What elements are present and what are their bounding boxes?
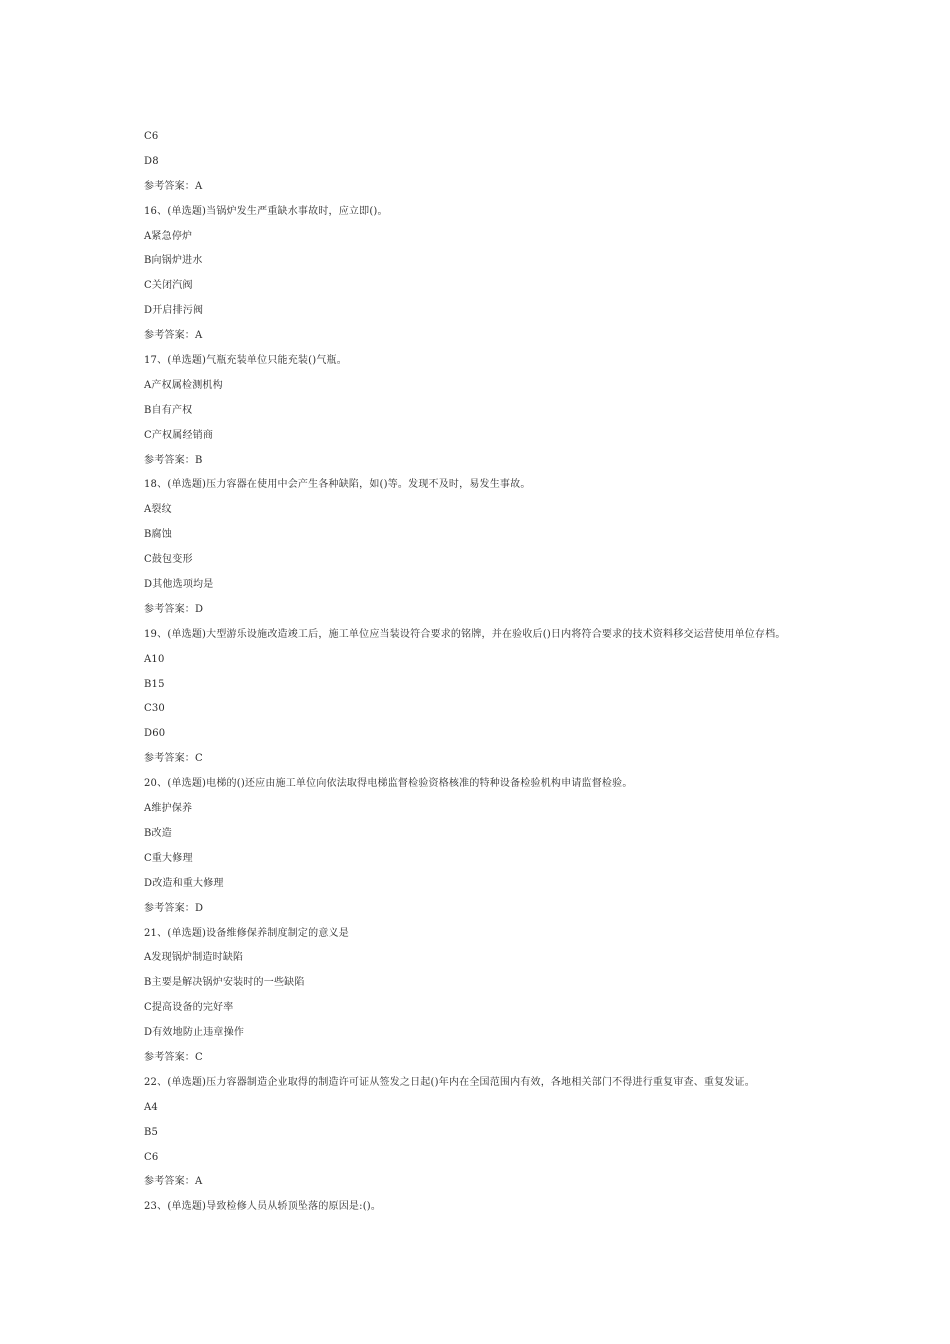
answer-line: 参考答案：B — [144, 454, 203, 466]
option-line: C6 — [144, 131, 159, 142]
option-line: B腐蚀 — [144, 529, 172, 541]
option-line: D开启排污阀 — [144, 305, 204, 317]
option-line: A紧急停炉 — [144, 230, 193, 242]
question-line: 18、(单选题)压力容器在使用中会产生各种缺陷，如()等。发现不及时，易发生事故。 — [144, 479, 531, 491]
answer-line: 参考答案：A — [144, 1176, 203, 1188]
option-line: C重大修理 — [144, 852, 193, 864]
option-line: B向锅炉进水 — [144, 255, 203, 267]
option-line: A裂纹 — [144, 504, 172, 516]
option-line: B15 — [144, 678, 165, 690]
option-line: D有效地防止违章操作 — [144, 1027, 245, 1039]
option-line: C鼓包变形 — [144, 554, 193, 566]
answer-line: 参考答案：A — [144, 180, 203, 192]
option-line: D改造和重大修理 — [144, 877, 224, 889]
option-line: D8 — [144, 155, 159, 167]
option-line: A4 — [144, 1101, 158, 1113]
option-line: A10 — [144, 653, 165, 665]
question-line: 22、(单选题)压力容器制造企业取得的制造许可证从签发之日起()年内在全国范围内有效，各地相关部门不得进行重复审查、重复发证。 — [144, 1076, 755, 1088]
answer-line: 参考答案：D — [144, 902, 204, 914]
option-line: B自有产权 — [144, 404, 193, 416]
question-line: 19、(单选题)大型游乐设施改造竣工后，施工单位应当装设符合要求的铭牌，并在验收后()日内将符合要求的技术资料移交运营使用单位存档。 — [144, 628, 786, 640]
answer-line: 参考答案：C — [144, 1051, 203, 1063]
option-line: D其他选项均是 — [144, 579, 214, 591]
option-line: C6 — [144, 1151, 159, 1163]
option-line: C产权属经销商 — [144, 429, 214, 441]
option-line: A维护保养 — [144, 803, 193, 815]
question-line: 16、(单选题)当锅炉发生严重缺水事故时，应立即()。 — [144, 205, 388, 217]
answer-line: 参考答案：C — [144, 753, 203, 765]
option-line: A发现锅炉制造时缺陷 — [144, 952, 244, 964]
option-line: B主要是解决锅炉安装时的一些缺陷 — [144, 977, 305, 989]
question-list — [144, 127, 844, 1222]
option-line: D60 — [144, 728, 166, 740]
option-line: B改造 — [144, 827, 172, 839]
question-line: 17、(单选题)气瓶充装单位只能充装()气瓶。 — [144, 355, 347, 367]
option-line: C30 — [144, 703, 165, 715]
question-line: 21、(单选题)设备维修保养制度制定的意义是 — [144, 927, 349, 939]
answer-line: 参考答案：D — [144, 603, 204, 615]
question-line: 23、(单选题)导致检修人员从轿顶坠落的原因是:()。 — [144, 1201, 382, 1213]
option-line: C提高设备的完好率 — [144, 1002, 234, 1014]
question-line: 20、(单选题)电梯的()还应由施工单位向依法取得电梯监督检验资格核准的特种设备检验机构申请监督检验。 — [144, 778, 633, 790]
option-line: A产权属检测机构 — [144, 379, 223, 391]
option-line: B5 — [144, 1126, 159, 1138]
option-line: C关闭汽阀 — [144, 280, 193, 292]
answer-line: 参考答案：A — [144, 330, 203, 342]
